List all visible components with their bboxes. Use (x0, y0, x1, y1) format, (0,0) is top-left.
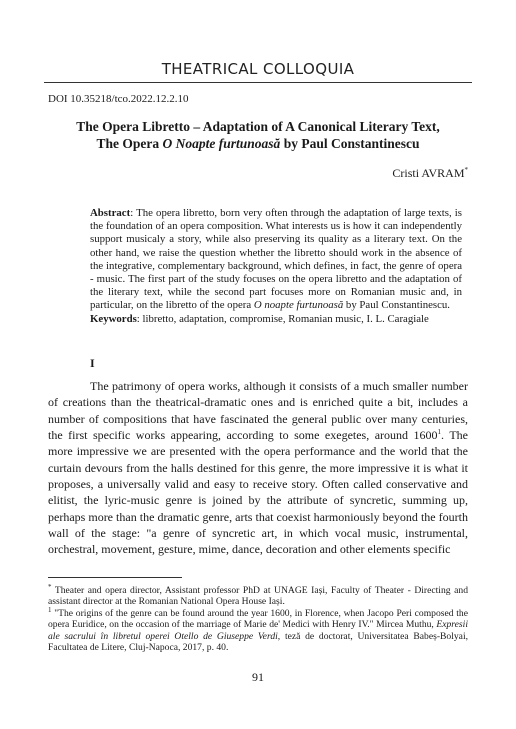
body-part-2: . The more impressive we are presented with the opera performance and the world that the curtain devours from the halls destined for this genre, the more impressive it is what it proposes, a universally valid and easy to receive story. Often called conservative and elitist, the lyric-music genre is joined by the attribute of syncretic, summing up, perhaps more than the dramatic genre, arts that coexist harmoniously beyond the fourth wall of the stage: "a genre of syncretic art, in which vocal music, instrumental, orchestral, movement, gesture, mime, dance, decoration and other elements specific (48, 428, 468, 557)
article-title (40, 118, 476, 152)
title-line-2 (40, 135, 476, 152)
footnote-ref-1[interactable]: 1 (437, 428, 442, 437)
title-italic: O Noapte furtunoasă (162, 136, 281, 151)
abstract-text: : The opera libretto, born very often through the adaptation of large texts, is the foundation of an opera composition. What interests us is how it can independently support musicaly a story, while also preserving its quality as a literary text. On the other hand, we raise the question whether the libretto should work in the absence of the integrative, complementary background, which defines, in fact, the genre of opera - music. The first part of the study focuses on the opera libretto and the adaptation of the literary text, while the second part focuses more on Romanian music and, in particular, on the libretto of the opera (90, 207, 462, 312)
footnote-1-italic: Expresii ale sacrului în libretul operei Otello de Giuseppe Verdi (48, 619, 468, 642)
title-suffix: by Paul Constantinescu (280, 136, 420, 151)
footnote-rule (48, 577, 182, 578)
footnote-mark-star: * (48, 582, 52, 591)
abstract (90, 207, 462, 313)
body-text (48, 378, 468, 558)
doi-line: DOI 10.35218/tco.2022.12.2.10 (48, 93, 189, 105)
footnote-1-text-a: "The origins of the genre can be found around the year 1600, in Florence, when Jacopo Peri composed the opera Euridice, on the occasion of the marriage of Marie de' Medici with Henry IV." Mircea Muthu, (48, 608, 468, 631)
title-line-1: The Opera Libretto – Adaptation of A Canonical Literary Text, (76, 119, 440, 134)
running-header: THEATRICAL COLLOQUIA (161, 60, 355, 78)
abstract-end: by Paul Constantinescu. (343, 299, 450, 312)
footnote-mark-1: 1 (48, 605, 52, 614)
abstract-label: Abstract (90, 207, 131, 219)
keywords-text: : libretto, adaptation, compromise, Romanian music, I. L. Caragiale (136, 313, 429, 325)
author-text: Cristi AVRAM (392, 166, 465, 180)
keywords-label: Keywords (90, 313, 137, 325)
author-name (392, 166, 468, 181)
abstract-italic: O noapte furtunoasă (253, 299, 344, 312)
footnote-author (48, 582, 468, 608)
page-number: 91 (252, 670, 264, 684)
title-prefix: The Opera (96, 136, 163, 151)
body-part-1: The patrimony of opera works, although it consists of a much smaller number of creations than the theatrical-dramatic ones and is enriched quite a bit, includes a number of compositions that have fascinated the general public over many centuries, the first specific works appearing, according to some exegetes, around 1600 (48, 379, 468, 443)
footnote-1-text-b: , teză de doctorat, Universitatea Babeș-Bolyai, Facultatea de Litere, Cluj-Napoca, 2017, p. 40. (48, 630, 469, 654)
footnote-1 (48, 605, 469, 654)
footnote-author-text: Theater and opera director, Assistant professor PhD at UNAGE Iași, Faculty of Theater - Directing and assistant director at the Romanian National Opera House Iași. (48, 585, 468, 608)
body-paragraph (48, 378, 468, 558)
section-heading: I (90, 356, 95, 370)
keywords (90, 313, 462, 326)
header-rule (44, 82, 472, 83)
author-footnote-mark: * (464, 166, 468, 174)
